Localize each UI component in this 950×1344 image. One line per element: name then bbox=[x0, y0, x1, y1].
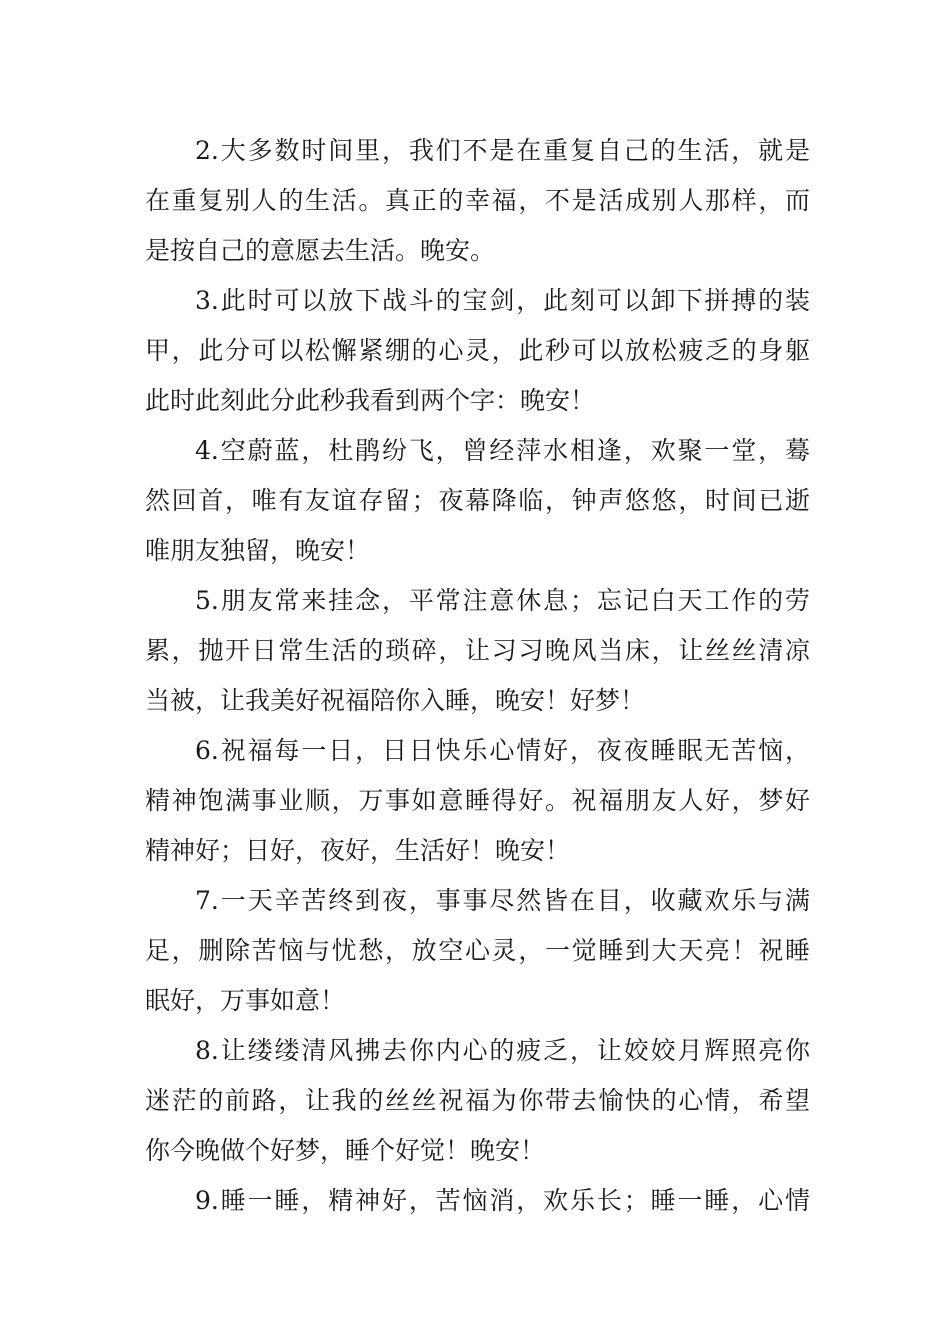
paragraph-line: 8.让缕缕清风拂去你内心的疲乏，让姣姣月辉照亮你 bbox=[195, 1036, 810, 1065]
paragraph-line: 2.大多数时间里，我们不是在重复自己的生活，就是 bbox=[195, 136, 810, 165]
paragraph-line: 甲，此分可以松懈紧绷的心灵，此秒可以放松疲乏的身躯 bbox=[145, 336, 810, 365]
paragraph-line: 3.此时可以放下战斗的宝剑，此刻可以卸下拼搏的装 bbox=[195, 286, 810, 315]
paragraph-line: 足，删除苦恼与忧愁，放空心灵，一觉睡到大天亮！祝睡 bbox=[145, 936, 810, 965]
paragraph-8 bbox=[145, 1026, 810, 1176]
paragraph-line: 5.朋友常来挂念，平常注意休息；忘记白天工作的劳 bbox=[195, 586, 810, 615]
paragraph-line: 4.空蔚蓝，杜鹃纷飞，曾经萍水相逢，欢聚一堂，蓦 bbox=[195, 436, 810, 465]
paragraph-line: 是按自己的意愿去生活。晚安。 bbox=[145, 236, 496, 265]
paragraph-line: 迷茫的前路，让我的丝丝祝福为你带去愉快的心情，希望 bbox=[145, 1086, 810, 1115]
paragraph-line: 9.睡一睡，精神好，苦恼消，欢乐长；睡一睡，心情 bbox=[195, 1186, 810, 1215]
paragraph-line: 你今晚做个好梦，睡个好觉！晚安！ bbox=[145, 1136, 546, 1165]
paragraph-6 bbox=[145, 726, 810, 876]
document-body bbox=[145, 126, 810, 1226]
paragraph-line: 然回首，唯有友谊存留；夜幕降临，钟声悠悠，时间已逝 bbox=[145, 486, 810, 515]
paragraph-line: 精神好；日好，夜好，生活好！晚安！ bbox=[145, 836, 571, 865]
paragraph-2 bbox=[145, 126, 810, 276]
paragraph-line: 此时此刻此分此秒我看到两个字：晚安！ bbox=[145, 386, 596, 415]
paragraph-line: 7.一天辛苦终到夜，事事尽然皆在目，收藏欢乐与满 bbox=[195, 886, 810, 915]
paragraph-9 bbox=[145, 1176, 810, 1226]
paragraph-4 bbox=[145, 426, 810, 576]
paragraph-line: 眠好，万事如意！ bbox=[145, 986, 346, 1015]
paragraph-line: 6.祝福每一日，日日快乐心情好，夜夜睡眠无苦恼， bbox=[195, 736, 810, 765]
paragraph-5 bbox=[145, 576, 810, 726]
paragraph-line: 精神饱满事业顺，万事如意睡得好。祝福朋友人好，梦好 bbox=[145, 786, 810, 815]
paragraph-3 bbox=[145, 276, 810, 426]
paragraph-7 bbox=[145, 876, 810, 1026]
paragraph-line: 在重复别人的生活。真正的幸福，不是活成别人那样，而 bbox=[145, 186, 810, 215]
paragraph-line: 累，抛开日常生活的琐碎，让习习晚风当床，让丝丝清凉 bbox=[145, 636, 810, 665]
paragraph-line: 唯朋友独留，晚安！ bbox=[145, 536, 371, 565]
paragraph-line: 当被，让我美好祝福陪你入睡，晚安！好梦！ bbox=[145, 686, 646, 715]
